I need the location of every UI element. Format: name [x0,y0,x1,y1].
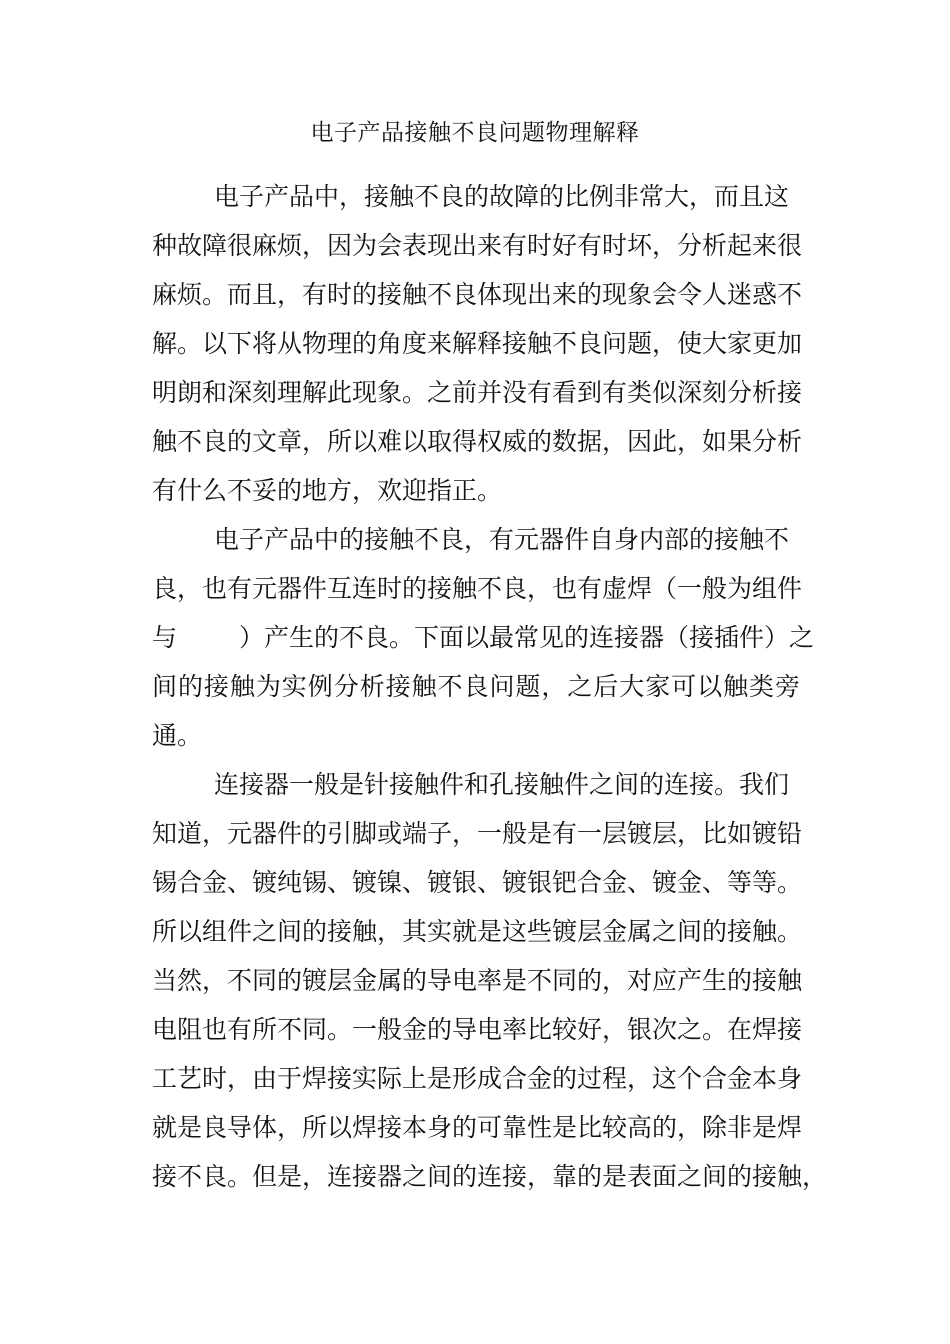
paragraph-2-line-5: 通。 [152,721,203,750]
paragraph-3-line-3: 锡合金、镀纯锡、镀镍、镀银、镀银钯合金、镀金、等等。 [152,868,803,897]
paragraph-3-line-5: 当然，不同的镀层金属的导电率是不同的，对应产生的接触 [152,966,803,995]
paragraph-1-line-6: 触不良的文章，所以难以取得权威的数据，因此，如果分析 [152,427,803,456]
paragraph-1-line-2: 种故障很麻烦，因为会表现出来有时好有时坏，分析起来很 [152,231,803,260]
paragraph-2-line-4: 间的接触为实例分析接触不良问题，之后大家可以触类旁 [152,672,800,701]
paragraph-1-line-7: 有什么不妥的地方，欢迎指正。 [152,476,503,505]
paragraph-2-line-2: 良，也有元器件互连时的接触不良，也有虚焊（一般为组件 [152,574,803,603]
paragraph-1-line-5: 明朗和深刻理解此现象。之前并没有看到有类似深刻分析接 [152,378,803,407]
paragraph-3-line-6: 电阻也有所不同。一般金的导电率比较好，银次之。在焊接 [152,1015,803,1044]
paragraph-3-line-4: 所以组件之间的接触，其实就是这些镀层金属之间的接触。 [152,917,803,946]
paragraph-3-line-2: 知道，元器件的引脚或端子，一般是有一层镀层，比如镀铅 [152,819,803,848]
paragraph-1-line-1: 电子产品中，接触不良的故障的比例非常大，而且这 [214,182,790,211]
document-body [152,172,828,1201]
paragraph-2-line-3-end: ）产生的不良。下面以最常见的连接器（接插件）之 [239,623,815,652]
document-title: 电子产品接触不良问题物理解释 [310,120,640,146]
paragraph-3-line-9: 接不良。但是，连接器之间的连接，靠的是表面之间的接触， [152,1162,828,1191]
paragraph-1-line-4: 解。以下将从物理的角度来解释接触不良问题，使大家更加 [152,329,803,358]
paragraph-2-line-3 [152,613,815,662]
paragraph-3-line-1: 连接器一般是针接触件和孔接触件之间的连接。我们 [214,770,790,799]
paragraph-3-line-7: 工艺时，由于焊接实际上是形成合金的过程，这个合金本身 [152,1064,803,1093]
paragraph-2-line-1: 电子产品中的接触不良，有元器件自身内部的接触不 [214,525,790,554]
paragraph-2-line-3-start: 与 [152,623,178,652]
paragraph-1-line-3: 麻烦。而且，有时的接触不良体现出来的现象会令人迷惑不 [152,280,803,309]
paragraph-3-line-8: 就是良导体，所以焊接本身的可靠性是比较高的，除非是焊 [152,1113,803,1142]
